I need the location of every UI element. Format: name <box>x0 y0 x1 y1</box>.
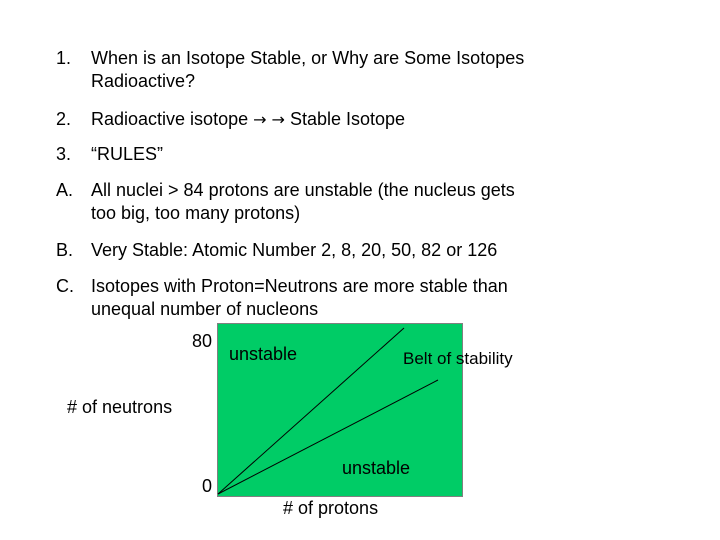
unstable-bottom-label: unstable <box>342 458 411 478</box>
arrow-icon: → <box>253 110 267 129</box>
item-1-line-1: When is an Isotope Stable, or Why are Some Isotopes <box>91 48 525 68</box>
unstable-top-label: unstable <box>229 344 298 364</box>
item-b-marker: B. <box>56 240 74 260</box>
item-3-text: “RULES” <box>91 144 164 164</box>
item-1-marker: 1. <box>56 48 72 68</box>
item-2-after: Stable Isotope <box>284 109 406 129</box>
y-min-label: 0 <box>202 476 213 496</box>
arrow-icon: → <box>271 110 285 129</box>
y-axis-label: # of neutrons <box>67 397 173 417</box>
item-2-before: Radioactive isotope <box>91 109 254 129</box>
item-3-marker: 3. <box>56 144 72 164</box>
belt-of-stability-label: Belt of stability <box>403 349 513 368</box>
item-c-line-1: Isotopes with Proton=Neutrons are more stable than <box>91 276 508 296</box>
item-a-marker: A. <box>56 180 74 200</box>
item-b-text: Very Stable: Atomic Number 2, 8, 20, 50, 82 or 126 <box>91 240 498 260</box>
item-c-line-2: unequal number of nucleons <box>91 299 319 319</box>
item-a-line-2: too big, too many protons) <box>91 203 301 223</box>
x-axis-label: # of protons <box>283 498 379 518</box>
y-max-label: 80 <box>192 331 213 351</box>
item-a-line-1: All nuclei > 84 protons are unstable (the nucleus gets <box>91 180 515 200</box>
item-1-line-2: Radioactive? <box>91 71 196 91</box>
item-2-marker: 2. <box>56 109 72 129</box>
item-c-marker: C. <box>56 276 74 296</box>
